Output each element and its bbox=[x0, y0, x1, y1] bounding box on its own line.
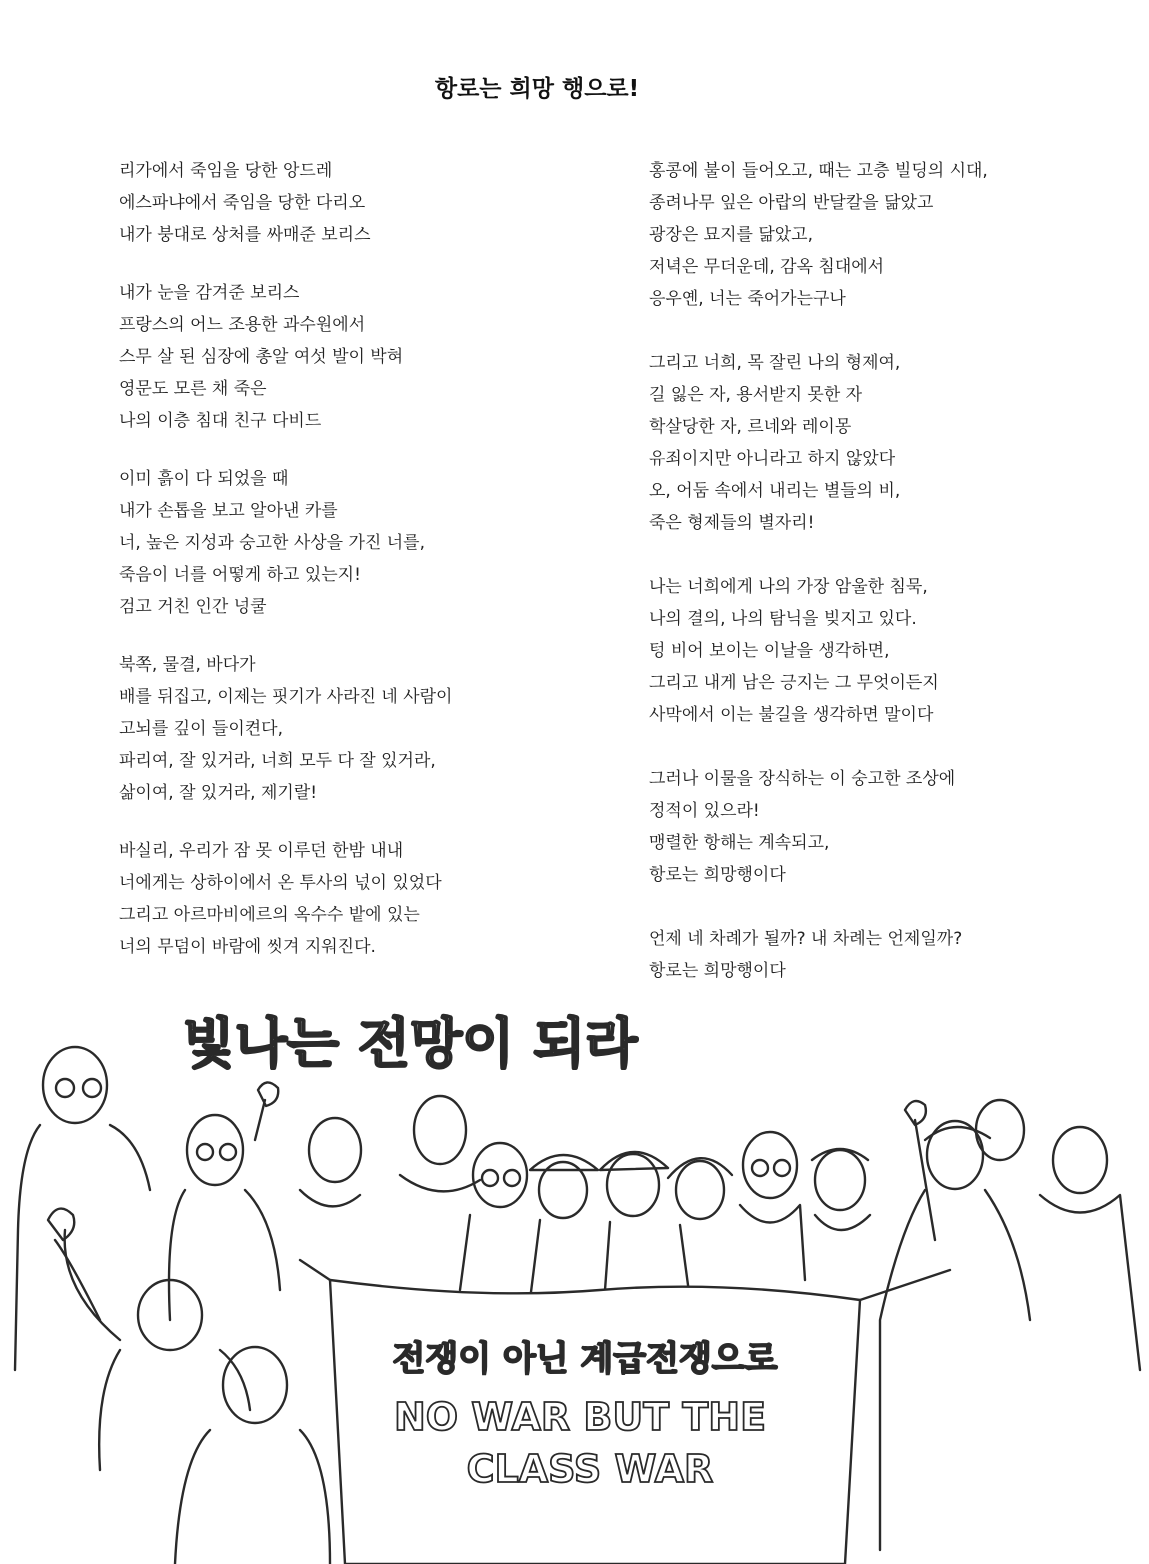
poem-stanza bbox=[119, 155, 619, 251]
poem-line: 텅 비어 보이는 이날을 생각하면, bbox=[649, 641, 890, 661]
poem-stanza bbox=[649, 923, 1129, 987]
poem-line: 그리고 너희, 목 잘린 나의 형제여, bbox=[649, 353, 901, 373]
poem-line: 응우옌, 너는 죽어가는구나 bbox=[649, 289, 846, 309]
poem-line: 그리고 내게 남은 긍지는 그 무엇이든지 bbox=[649, 673, 939, 693]
poem-line: 그러나 이물을 장식하는 이 숭고한 조상에 bbox=[649, 769, 956, 789]
poem-line: 맹렬한 항해는 계속되고, bbox=[649, 833, 830, 853]
poem-line: 항로는 희망행이다 bbox=[649, 865, 786, 885]
poem-line: 언제 네 차례가 될까? 내 차례는 언제일까? bbox=[649, 929, 963, 949]
poem-line: 죽은 형제들의 별자리! bbox=[649, 513, 815, 533]
poem-line: 저녁은 무더운데, 감옥 침대에서 bbox=[649, 257, 885, 277]
poem-line: 나의 이층 침대 친구 다비드 bbox=[119, 411, 322, 431]
poem-stanza bbox=[119, 649, 619, 809]
poem-line: 내가 손톱을 보고 알아낸 카를 bbox=[119, 501, 338, 521]
poem-stanza bbox=[649, 155, 1129, 315]
poem-line: 사막에서 이는 불길을 생각하면 말이다 bbox=[649, 705, 934, 725]
poem-right-column bbox=[649, 155, 1129, 987]
poem-stanza bbox=[119, 835, 619, 963]
poem-stanza bbox=[649, 571, 1129, 731]
poem-left-column bbox=[119, 155, 619, 963]
poem-stanza bbox=[649, 763, 1129, 891]
poem-line: 검고 거친 인간 넝쿨 bbox=[119, 597, 267, 617]
poem-line: 내가 눈을 감겨준 보리스 bbox=[119, 283, 300, 303]
poem-line: 너, 높은 지성과 숭고한 사상을 가진 너를, bbox=[119, 533, 425, 553]
poem-line: 프랑스의 어느 조용한 과수원에서 bbox=[119, 315, 366, 335]
poem-line: 광장은 묘지를 닮았고, bbox=[649, 225, 814, 245]
poem-line: 종려나무 잎은 아랍의 반달칼을 닮았고 bbox=[649, 193, 934, 213]
poem-line: 에스파냐에서 죽임을 당한 다리오 bbox=[119, 193, 366, 213]
poem-line: 리가에서 죽임을 당한 앙드레 bbox=[119, 161, 333, 181]
banner-line-2: NO WAR BUT THE bbox=[393, 1395, 767, 1439]
poem-line: 유죄이지만 아니라고 하지 않았다 bbox=[649, 449, 896, 469]
protest-drawing bbox=[0, 990, 1149, 1564]
poem-line: 나는 너희에게 나의 가장 암울한 침묵, bbox=[649, 577, 928, 597]
protest-illustration bbox=[0, 990, 1149, 1564]
poem-line: 학살당한 자, 르네와 레이몽 bbox=[649, 417, 852, 437]
banner-line-3: CLASS WAR bbox=[466, 1447, 714, 1491]
poem-line: 너의 무덤이 바람에 씻겨 지워진다. bbox=[119, 937, 376, 957]
poem-line: 스무 살 된 심장에 총알 여섯 발이 박혀 bbox=[119, 347, 404, 367]
poem-line: 나의 결의, 나의 탐닉을 빚지고 있다. bbox=[649, 609, 917, 629]
poem-line: 영문도 모른 채 죽은 bbox=[119, 379, 267, 399]
poem-line: 북쪽, 물결, 바다가 bbox=[119, 655, 256, 675]
poem-line: 파리여, 잘 있거라, 너희 모두 다 잘 있거라, bbox=[119, 751, 436, 771]
poem-line: 홍콩에 불이 들어오고, 때는 고층 빌딩의 시대, bbox=[649, 161, 988, 181]
poem-line: 오, 어둠 속에서 내리는 별들의 비, bbox=[649, 481, 901, 501]
banner-line-1: 전쟁이 아닌 계급전쟁으로 bbox=[392, 1339, 778, 1379]
poem-line: 길 잃은 자, 용서받지 못한 자 bbox=[649, 385, 863, 405]
poem-line: 그리고 아르마비에르의 옥수수 밭에 있는 bbox=[119, 905, 420, 925]
poem-line: 정적이 있으라! bbox=[649, 801, 760, 821]
poem-line: 너에게는 상하이에서 온 투사의 넋이 있었다 bbox=[119, 873, 442, 893]
poem-line: 바실리, 우리가 잠 못 이루던 한밤 내내 bbox=[119, 841, 404, 861]
poem-line: 배를 뒤집고, 이제는 핏기가 사라진 네 사람이 bbox=[119, 687, 453, 707]
poem-line: 내가 붕대로 상처를 싸매준 보리스 bbox=[119, 225, 371, 245]
poem-line: 고뇌를 깊이 들이켠다, bbox=[119, 719, 284, 739]
poem-line: 항로는 희망행이다 bbox=[649, 961, 786, 981]
illustration-heading: 빛나는 전망이 되라 bbox=[182, 1012, 638, 1075]
poem-line: 이미 흙이 다 되었을 때 bbox=[119, 469, 289, 489]
poem-line: 삶이여, 잘 있거라, 제기랄! bbox=[119, 783, 318, 803]
poem-stanza bbox=[119, 277, 619, 437]
poem-line: 죽음이 너를 어떻게 하고 있는지! bbox=[119, 565, 361, 585]
poem-title: 항로는 희망 행으로! bbox=[434, 76, 640, 102]
poem-stanza bbox=[119, 463, 619, 623]
poem-stanza bbox=[649, 347, 1129, 539]
